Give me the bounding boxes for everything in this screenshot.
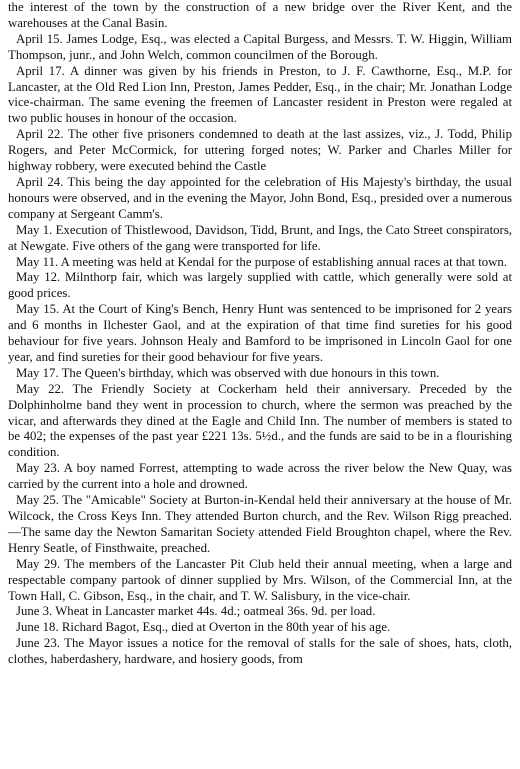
document-page (8, 0, 512, 668)
entry-april-15: April 15. James Lodge, Esq., was elected a Capital Burgess, and Messrs. T. W. Higgin, William Thompson, junr., and John Welch, common councilmen of the Borough. (8, 31, 512, 62)
entry-may-23: May 23. A boy named Forrest, attempting to wade across the river below the New Quay, was carried by the current into a hole and drowned. (8, 461, 512, 492)
entry-april-17: April 17. A dinner was given by his friends in Preston, to J. F. Cawthorne, Esq., M.P. for Lancaster, at the Old Red Lion Inn, Preston, James Pedder, Esq., in the chair; Mr. Jonathan Lodge vice-chairman. The same evening the freemen of Lancaster resident in Preston were regaled at two public houses in honour of the occasion. (8, 63, 512, 126)
entry-april-22: April 22. The other five prisoners condemned to death at the last assizes, viz., J. Todd, Philip Rogers, and Peter McCormick, for uttering forged notes; W. Parker and Charles Miller for highway robbery, were executed behind the Castle (8, 127, 512, 174)
entry-june-23: June 23. The Mayor issues a notice for the removal of stalls for the sale of shoes, hats, cloth, clothes, haberdashery, hardware, and hosiery goods, from (8, 636, 512, 667)
entry-may-15: May 15. At the Court of King's Bench, Henry Hunt was sentenced to be imprisoned for 2 years and 6 months in Ilchester Gaol, and at the expiration of that time find sureties for his good behaviour for five years. Johnson Healy and Bamford to be imprisoned in Lincoln Gaol for one year, and find sureties for their good behaviour for five years. (8, 302, 512, 364)
entry-may-25: May 25. The "Amicable" Society at Burton-in-Kendal held their anniversary at the house of Mr. Wilcock, the Cross Keys Inn. They attended Burton church, and the Rev. Wilson Rigg preached.—The same day the Newton Samaritan Society attended Field Broughton chapel, where the Rev. Henry Seatle, of Finsthwaite, preached. (8, 493, 512, 555)
paragraph-continuation: the interest of the town by the construction of a new bridge over the River Kent, and the warehouses at the Canal Basin. (8, 0, 512, 30)
entry-may-12: May 12. Milnthorp fair, which was largely supplied with cattle, which generally were sold at good prices. (8, 270, 512, 301)
entry-june-3: June 3. Wheat in Lancaster market 44s. 4d.; oatmeal 36s. 9d. per load. (16, 604, 376, 619)
entry-april-24: April 24. This being the day appointed for the celebration of His Majesty's birthday, the usual honours were observed, and in the evening the Mayor, John Bond, Esq., presided over a numerous company at Sergeant Camm's. (8, 174, 512, 221)
entry-june-18: June 18. Richard Bagot, Esq., died at Overton in the 80th year of his age. (16, 620, 391, 635)
entry-may-1: May 1. Execution of Thistlewood, Davidson, Tidd, Brunt, and Ings, the Cato Street conspirators, at Newgate. Five others of the gang were transported for life. (8, 222, 512, 253)
entry-may-29: May 29. The members of the Lancaster Pit Club held their annual meeting, when a large and respectable company partook of dinner supplied by Mrs. Wilson, of the Commercial Inn, at the Town Hall, C. Gibson, Esq., in the chair, and T. W. Salisbury, in the vice-chair. (8, 556, 512, 603)
entry-may-22: May 22. The Friendly Society at Cockerham held their anniversary. Preceded by the Dolphinholme band they went in procession to church, where the sermon was preached by the vicar, and afterwards they dined at the Eagle and Child Inn. The number of members is stated to be 402; the expenses of the past year £221 13s. 5½d., and the funds are said to be in a flourishing condition. (8, 381, 512, 460)
entry-may-11: May 11. A meeting was held at Kendal for the purpose of establishing annual races at that town. (16, 254, 508, 269)
entry-may-17: May 17. The Queen's birthday, which was observed with due honours in this town. (16, 365, 440, 380)
